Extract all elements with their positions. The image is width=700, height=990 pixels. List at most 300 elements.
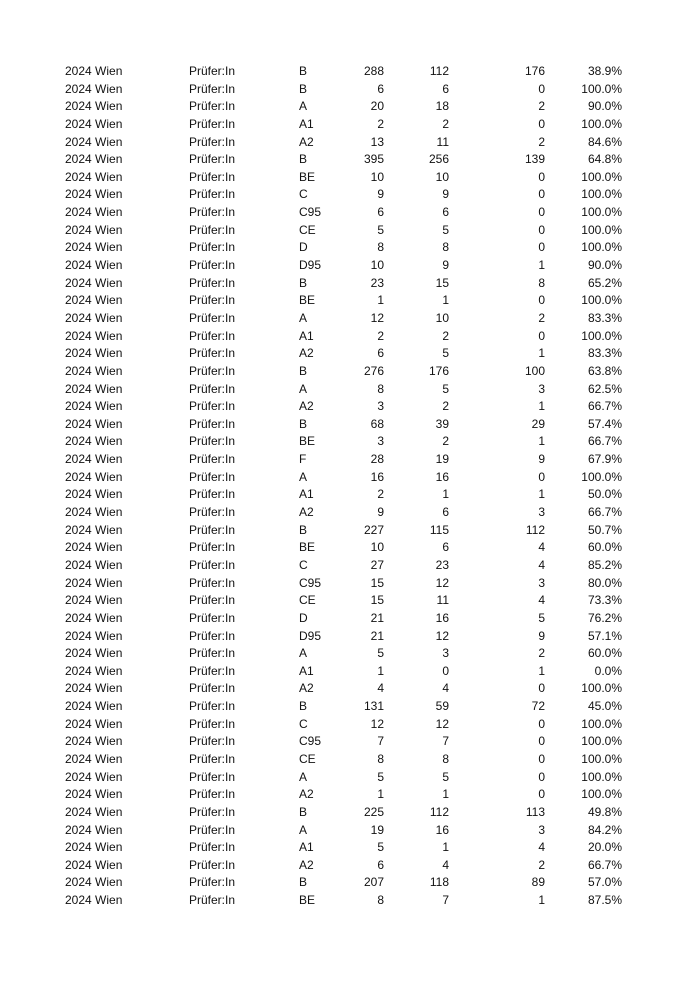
cell-pass-rate: 76.2% <box>587 610 622 625</box>
cell-pass-rate: 100.0% <box>581 81 622 96</box>
table-row <box>0 486 700 504</box>
cell-pass-rate: 84.6% <box>587 134 622 149</box>
cell-year-location: 2024 Wien <box>65 628 123 643</box>
cell-examiner: Prüfer:In <box>189 99 236 114</box>
cell-passed: 12 <box>435 628 449 643</box>
cell-total: 5 <box>377 646 384 661</box>
cell-pass-rate: 67.9% <box>587 452 622 467</box>
cell-total: 2 <box>377 328 384 343</box>
table-row <box>0 169 700 187</box>
cell-year-location: 2024 Wien <box>65 363 123 378</box>
table-row <box>0 539 700 557</box>
cell-passed: 9 <box>442 187 449 202</box>
cell-passed: 6 <box>442 505 449 520</box>
cell-year-location: 2024 Wien <box>65 681 123 696</box>
cell-passed: 5 <box>442 769 449 784</box>
cell-year-location: 2024 Wien <box>65 116 123 131</box>
cell-pass-rate: 83.3% <box>587 346 622 361</box>
cell-year-location: 2024 Wien <box>65 875 123 890</box>
cell-total: 1 <box>377 293 384 308</box>
cell-total: 7 <box>377 734 384 749</box>
cell-year-location: 2024 Wien <box>65 593 123 608</box>
cell-passed: 7 <box>442 893 449 908</box>
cell-license-class: B <box>299 64 308 78</box>
cell-total: 20 <box>370 99 384 114</box>
cell-pass-rate: 90.0% <box>587 99 622 114</box>
cell-examiner: Prüfer:In <box>189 787 236 802</box>
table-row <box>0 292 700 310</box>
cell-license-class: B <box>299 416 308 431</box>
cell-license-class: D <box>299 240 308 255</box>
cell-pass-rate: 66.7% <box>587 399 622 414</box>
cell-year-location: 2024 Wien <box>65 187 123 202</box>
cell-license-class: A <box>299 769 308 784</box>
cell-passed: 6 <box>442 81 449 96</box>
cell-failed: 0 <box>538 240 545 255</box>
cell-passed: 1 <box>442 787 449 802</box>
cell-failed: 4 <box>538 540 545 555</box>
cell-license-class: A <box>299 381 308 396</box>
cell-total: 5 <box>377 840 384 855</box>
cell-passed: 7 <box>442 734 449 749</box>
cell-examiner: Prüfer:In <box>189 363 236 378</box>
cell-license-class: B <box>299 363 308 378</box>
cell-license-class: C <box>299 187 308 202</box>
cell-failed: 4 <box>538 840 545 855</box>
cell-pass-rate: 83.3% <box>587 310 622 325</box>
cell-total: 8 <box>377 240 384 255</box>
cell-failed: 5 <box>538 610 545 625</box>
cell-license-class: A1 <box>299 840 314 855</box>
cell-passed: 4 <box>442 681 449 696</box>
table-row <box>0 275 700 293</box>
cell-license-class: F <box>299 452 307 467</box>
cell-total: 4 <box>377 681 384 696</box>
cell-pass-rate: 63.8% <box>587 363 622 378</box>
cell-examiner: Prüfer:In <box>189 875 236 890</box>
cell-license-class: BE <box>299 540 316 555</box>
cell-license-class: C95 <box>299 734 322 749</box>
cell-year-location: 2024 Wien <box>65 646 123 661</box>
cell-failed: 0 <box>538 716 545 731</box>
cell-total: 3 <box>377 399 384 414</box>
cell-failed: 0 <box>538 222 545 237</box>
cell-examiner: Prüfer:In <box>189 540 236 555</box>
cell-total: 8 <box>377 893 384 908</box>
cell-passed: 0 <box>442 663 449 678</box>
cell-failed: 0 <box>538 328 545 343</box>
cell-failed: 0 <box>538 751 545 766</box>
cell-total: 6 <box>377 205 384 220</box>
cell-examiner: Prüfer:In <box>189 610 236 625</box>
cell-examiner: Prüfer:In <box>189 293 236 308</box>
cell-failed: 4 <box>538 593 545 608</box>
cell-passed: 1 <box>442 487 449 502</box>
cell-license-class: B <box>299 699 308 714</box>
cell-license-class: A <box>299 469 308 484</box>
cell-passed: 3 <box>442 646 449 661</box>
cell-license-class: A1 <box>299 116 314 131</box>
cell-license-class: B <box>299 875 308 890</box>
cell-license-class: A2 <box>299 399 314 414</box>
cell-failed: 3 <box>538 575 545 590</box>
cell-total: 1 <box>377 663 384 678</box>
cell-pass-rate: 100.0% <box>581 328 622 343</box>
cell-total: 3 <box>377 434 384 449</box>
cell-examiner: Prüfer:In <box>189 804 236 819</box>
cell-total: 8 <box>377 381 384 396</box>
cell-total: 12 <box>370 310 384 325</box>
table-row <box>0 874 700 892</box>
cell-total: 2 <box>377 116 384 131</box>
cell-examiner: Prüfer:In <box>189 381 236 396</box>
cell-failed: 9 <box>538 628 545 643</box>
cell-pass-rate: 73.3% <box>587 593 622 608</box>
cell-pass-rate: 20.0% <box>587 840 622 855</box>
cell-failed: 29 <box>531 416 545 431</box>
cell-examiner: Prüfer:In <box>189 751 236 766</box>
table-row <box>0 98 700 116</box>
cell-year-location: 2024 Wien <box>65 258 123 273</box>
cell-license-class: BE <box>299 893 316 908</box>
table-row <box>0 804 700 822</box>
cell-examiner: Prüfer:In <box>189 663 236 678</box>
cell-year-location: 2024 Wien <box>65 610 123 625</box>
table-row <box>0 892 700 910</box>
cell-total: 207 <box>363 875 384 890</box>
cell-passed: 19 <box>435 452 449 467</box>
cell-failed: 1 <box>538 893 545 908</box>
cell-failed: 2 <box>538 134 545 149</box>
table-row <box>0 610 700 628</box>
table-row <box>0 504 700 522</box>
cell-failed: 1 <box>538 434 545 449</box>
cell-failed: 2 <box>538 857 545 872</box>
cell-examiner: Prüfer:In <box>189 646 236 661</box>
cell-failed: 176 <box>524 64 545 78</box>
table-row <box>0 204 700 222</box>
cell-passed: 5 <box>442 346 449 361</box>
cell-total: 21 <box>370 610 384 625</box>
table-row <box>0 733 700 751</box>
table-row <box>0 186 700 204</box>
cell-passed: 8 <box>442 240 449 255</box>
cell-total: 19 <box>370 822 384 837</box>
cell-license-class: CE <box>299 593 316 608</box>
cell-examiner: Prüfer:In <box>189 81 236 96</box>
cell-pass-rate: 100.0% <box>581 787 622 802</box>
cell-year-location: 2024 Wien <box>65 416 123 431</box>
cell-year-location: 2024 Wien <box>65 81 123 96</box>
table-row <box>0 469 700 487</box>
cell-year-location: 2024 Wien <box>65 240 123 255</box>
cell-passed: 11 <box>436 593 449 608</box>
cell-pass-rate: 57.4% <box>587 416 622 431</box>
cell-total: 28 <box>370 452 384 467</box>
cell-passed: 11 <box>436 134 449 149</box>
cell-total: 13 <box>370 134 384 149</box>
cell-examiner: Prüfer:In <box>189 575 236 590</box>
cell-examiner: Prüfer:In <box>189 522 236 537</box>
cell-examiner: Prüfer:In <box>189 275 236 290</box>
cell-pass-rate: 64.8% <box>587 152 622 167</box>
cell-failed: 1 <box>538 487 545 502</box>
cell-year-location: 2024 Wien <box>65 346 123 361</box>
cell-year-location: 2024 Wien <box>65 222 123 237</box>
cell-year-location: 2024 Wien <box>65 134 123 149</box>
cell-pass-rate: 100.0% <box>581 751 622 766</box>
cell-year-location: 2024 Wien <box>65 99 123 114</box>
table-row <box>0 769 700 787</box>
cell-license-class: BE <box>299 169 316 184</box>
cell-passed: 59 <box>435 699 449 714</box>
cell-pass-rate: 100.0% <box>581 716 622 731</box>
cell-examiner: Prüfer:In <box>189 134 236 149</box>
cell-pass-rate: 50.0% <box>587 487 622 502</box>
cell-examiner: Prüfer:In <box>189 716 236 731</box>
table-row <box>0 822 700 840</box>
cell-year-location: 2024 Wien <box>65 540 123 555</box>
cell-examiner: Prüfer:In <box>189 681 236 696</box>
cell-total: 9 <box>377 505 384 520</box>
cell-pass-rate: 100.0% <box>581 681 622 696</box>
cell-pass-rate: 0.0% <box>594 663 622 678</box>
cell-passed: 118 <box>429 875 449 890</box>
cell-total: 10 <box>370 169 384 184</box>
cell-license-class: A1 <box>299 328 314 343</box>
cell-year-location: 2024 Wien <box>65 381 123 396</box>
cell-total: 227 <box>363 522 384 537</box>
cell-failed: 9 <box>538 452 545 467</box>
cell-pass-rate: 62.5% <box>587 381 622 396</box>
cell-total: 8 <box>377 751 384 766</box>
cell-examiner: Prüfer:In <box>189 205 236 220</box>
cell-failed: 0 <box>538 116 545 131</box>
cell-license-class: C <box>299 557 308 572</box>
cell-examiner: Prüfer:In <box>189 169 236 184</box>
table-row <box>0 328 700 346</box>
cell-failed: 0 <box>538 681 545 696</box>
table-row <box>0 116 700 134</box>
cell-examiner: Prüfer:In <box>189 822 236 837</box>
cell-license-class: B <box>299 152 308 167</box>
cell-year-location: 2024 Wien <box>65 787 123 802</box>
cell-failed: 0 <box>538 734 545 749</box>
cell-year-location: 2024 Wien <box>65 557 123 572</box>
cell-year-location: 2024 Wien <box>65 64 123 78</box>
cell-failed: 8 <box>538 275 545 290</box>
cell-examiner: Prüfer:In <box>189 840 236 855</box>
cell-failed: 113 <box>525 804 545 819</box>
cell-failed: 4 <box>538 557 545 572</box>
cell-year-location: 2024 Wien <box>65 822 123 837</box>
cell-year-location: 2024 Wien <box>65 399 123 414</box>
cell-year-location: 2024 Wien <box>65 452 123 467</box>
cell-examiner: Prüfer:In <box>189 116 236 131</box>
cell-passed: 10 <box>435 169 449 184</box>
cell-failed: 0 <box>538 81 545 96</box>
cell-year-location: 2024 Wien <box>65 857 123 872</box>
cell-passed: 1 <box>442 293 449 308</box>
cell-total: 6 <box>377 346 384 361</box>
cell-pass-rate: 100.0% <box>581 222 622 237</box>
cell-year-location: 2024 Wien <box>65 893 123 908</box>
cell-license-class: D <box>299 610 308 625</box>
cell-year-location: 2024 Wien <box>65 293 123 308</box>
cell-year-location: 2024 Wien <box>65 769 123 784</box>
table-row <box>0 751 700 769</box>
table-row <box>0 363 700 381</box>
cell-failed: 0 <box>538 787 545 802</box>
cell-passed: 115 <box>429 522 449 537</box>
cell-license-class: A1 <box>299 663 314 678</box>
cell-license-class: A2 <box>299 346 314 361</box>
cell-passed: 6 <box>442 540 449 555</box>
cell-pass-rate: 100.0% <box>581 734 622 749</box>
cell-pass-rate: 80.0% <box>587 575 622 590</box>
cell-failed: 3 <box>538 822 545 837</box>
cell-year-location: 2024 Wien <box>65 328 123 343</box>
cell-passed: 16 <box>435 822 449 837</box>
cell-year-location: 2024 Wien <box>65 152 123 167</box>
cell-license-class: A <box>299 646 308 661</box>
cell-failed: 0 <box>538 293 545 308</box>
cell-pass-rate: 90.0% <box>587 258 622 273</box>
cell-failed: 112 <box>525 522 545 537</box>
cell-pass-rate: 49.8% <box>587 804 622 819</box>
cell-license-class: D95 <box>299 628 322 643</box>
cell-total: 15 <box>370 575 384 590</box>
cell-license-class: A2 <box>299 505 314 520</box>
cell-examiner: Prüfer:In <box>189 310 236 325</box>
table-row <box>0 398 700 416</box>
cell-license-class: BE <box>299 293 316 308</box>
cell-examiner: Prüfer:In <box>189 222 236 237</box>
cell-total: 395 <box>363 152 384 167</box>
cell-total: 9 <box>377 187 384 202</box>
cell-examiner: Prüfer:In <box>189 434 236 449</box>
cell-total: 288 <box>363 64 384 78</box>
table-row <box>0 680 700 698</box>
cell-total: 6 <box>377 857 384 872</box>
cell-examiner: Prüfer:In <box>189 487 236 502</box>
cell-pass-rate: 100.0% <box>581 205 622 220</box>
cell-examiner: Prüfer:In <box>189 469 236 484</box>
cell-examiner: Prüfer:In <box>189 628 236 643</box>
cell-total: 23 <box>370 275 384 290</box>
cell-failed: 139 <box>524 152 545 167</box>
cell-examiner: Prüfer:In <box>189 699 236 714</box>
cell-license-class: A2 <box>299 681 314 696</box>
cell-passed: 16 <box>435 610 449 625</box>
table-row <box>0 663 700 681</box>
cell-year-location: 2024 Wien <box>65 469 123 484</box>
cell-examiner: Prüfer:In <box>189 857 236 872</box>
cell-year-location: 2024 Wien <box>65 205 123 220</box>
cell-examiner: Prüfer:In <box>189 505 236 520</box>
cell-total: 10 <box>370 540 384 555</box>
cell-passed: 16 <box>435 469 449 484</box>
cell-year-location: 2024 Wien <box>65 310 123 325</box>
cell-license-class: C <box>299 716 308 731</box>
cell-license-class: A2 <box>299 787 314 802</box>
cell-pass-rate: 60.0% <box>587 540 622 555</box>
cell-passed: 2 <box>442 399 449 414</box>
cell-examiner: Prüfer:In <box>189 328 236 343</box>
cell-examiner: Prüfer:In <box>189 452 236 467</box>
cell-passed: 10 <box>435 310 449 325</box>
cell-failed: 1 <box>538 399 545 414</box>
cell-pass-rate: 100.0% <box>581 116 622 131</box>
cell-license-class: A <box>299 310 308 325</box>
cell-failed: 0 <box>538 169 545 184</box>
cell-total: 276 <box>363 363 384 378</box>
cell-license-class: B <box>299 81 308 96</box>
cell-pass-rate: 45.0% <box>587 699 622 714</box>
cell-pass-rate: 100.0% <box>581 187 622 202</box>
cell-examiner: Prüfer:In <box>189 346 236 361</box>
cell-pass-rate: 87.5% <box>587 893 622 908</box>
cell-passed: 15 <box>435 275 449 290</box>
cell-pass-rate: 85.2% <box>587 557 622 572</box>
cell-passed: 2 <box>442 116 449 131</box>
cell-failed: 2 <box>538 646 545 661</box>
cell-license-class: CE <box>299 751 316 766</box>
cell-license-class: A <box>299 99 308 114</box>
cell-examiner: Prüfer:In <box>189 399 236 414</box>
table-row <box>0 716 700 734</box>
cell-passed: 6 <box>442 205 449 220</box>
cell-pass-rate: 57.1% <box>587 628 622 643</box>
cell-year-location: 2024 Wien <box>65 716 123 731</box>
cell-passed: 12 <box>435 575 449 590</box>
cell-failed: 2 <box>538 310 545 325</box>
cell-pass-rate: 66.7% <box>587 857 622 872</box>
cell-license-class: BE <box>299 434 316 449</box>
table-row <box>0 134 700 152</box>
cell-year-location: 2024 Wien <box>65 575 123 590</box>
cell-pass-rate: 65.2% <box>587 275 622 290</box>
cell-failed: 3 <box>538 381 545 396</box>
cell-failed: 0 <box>538 469 545 484</box>
cell-year-location: 2024 Wien <box>65 734 123 749</box>
table-row <box>0 63 700 81</box>
cell-total: 225 <box>363 804 384 819</box>
table-row <box>0 628 700 646</box>
cell-examiner: Prüfer:In <box>189 258 236 273</box>
cell-pass-rate: 50.7% <box>587 522 622 537</box>
cell-passed: 5 <box>442 222 449 237</box>
table-row <box>0 151 700 169</box>
cell-failed: 3 <box>538 505 545 520</box>
table-row <box>0 451 700 469</box>
cell-total: 5 <box>377 222 384 237</box>
table-row <box>0 433 700 451</box>
cell-passed: 12 <box>435 716 449 731</box>
table-row <box>0 416 700 434</box>
cell-total: 10 <box>370 258 384 273</box>
table-row <box>0 839 700 857</box>
table-row <box>0 522 700 540</box>
cell-pass-rate: 38.9% <box>587 64 622 78</box>
cell-total: 1 <box>377 787 384 802</box>
cell-examiner: Prüfer:In <box>189 893 236 908</box>
cell-pass-rate: 100.0% <box>581 769 622 784</box>
cell-passed: 5 <box>442 381 449 396</box>
cell-license-class: D95 <box>299 258 322 273</box>
cell-year-location: 2024 Wien <box>65 275 123 290</box>
table-row <box>0 257 700 275</box>
